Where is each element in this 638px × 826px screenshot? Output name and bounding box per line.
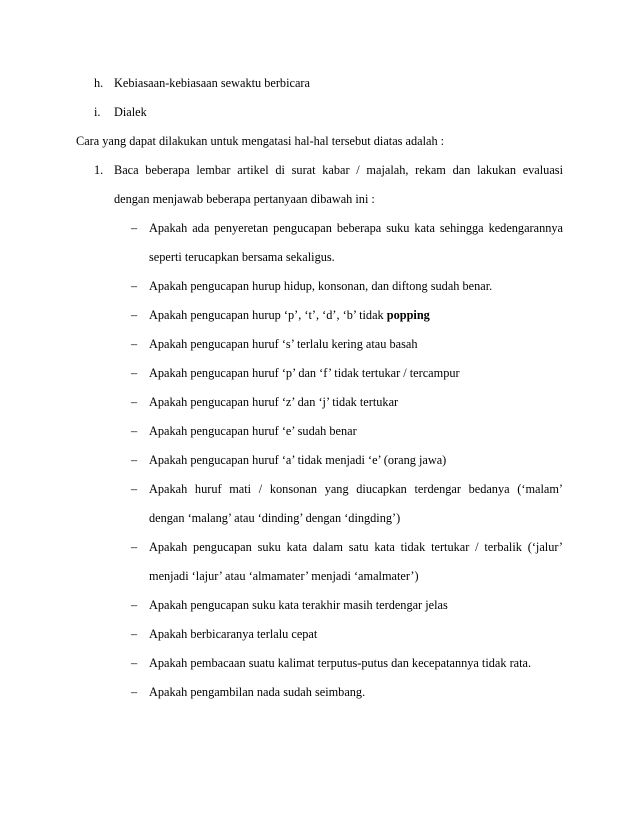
bullet-1-line-2: seperti terucapkan bersama sekaligus.	[149, 250, 335, 264]
dash-bullet: –	[131, 337, 138, 351]
intro-paragraph: Cara yang dapat dilakukan untuk mengatasi hal-hal tersebut diatas adalah :	[76, 134, 445, 148]
dash-bullet: –	[131, 598, 138, 612]
step-1-line-1: Baca beberapa lembar artikel di surat kabar / majalah, rekam dan lakukan evaluasi	[114, 163, 563, 177]
dash-bullet: –	[131, 424, 138, 438]
bullet-2: Apakah pengucapan hurup hidup, konsonan, dan diftong sudah benar.	[149, 279, 493, 293]
dash-bullet: –	[131, 366, 138, 380]
bullet-10-line-1: Apakah pengucapan suku kata dalam satu kata tidak tertukar / terbalik (‘jalur’	[149, 540, 563, 554]
bullet-3	[149, 307, 430, 323]
list-item-i: Dialek	[114, 105, 147, 119]
dash-bullet: –	[131, 685, 138, 699]
dash-bullet: –	[131, 279, 138, 293]
bullet-6: Apakah pengucapan huruf ‘z’ dan ‘j’ tidak tertukar	[149, 395, 399, 409]
bullet-3-text: Apakah pengucapan hurup ‘p’, ‘t’, ‘d’, ‘b’ tidak	[149, 308, 387, 322]
bullet-1-line-1: Apakah ada penyeretan pengucapan beberapa suku kata sehingga kedengarannya	[149, 221, 563, 235]
list-marker-h: h.	[94, 76, 104, 90]
dash-bullet: –	[131, 482, 138, 496]
dash-bullet: –	[131, 540, 138, 554]
bullet-11: Apakah pengucapan suku kata terakhir masih terdengar jelas	[149, 598, 448, 612]
step-1-line-2: dengan menjawab beberapa pertanyaan dibawah ini :	[114, 192, 375, 206]
bullet-8: Apakah pengucapan huruf ‘a’ tidak menjadi ‘e’ (orang jawa)	[149, 453, 447, 467]
bullet-7: Apakah pengucapan huruf ‘e’ sudah benar	[149, 424, 357, 438]
dash-bullet: –	[131, 308, 138, 322]
bullet-5: Apakah pengucapan huruf ‘p’ dan ‘f’ tidak tertukar / tercampur	[149, 366, 460, 380]
bullet-3-bold-term: popping	[386, 308, 430, 322]
dash-bullet: –	[131, 221, 138, 235]
bullet-13: Apakah pembacaan suatu kalimat terputus-putus dan kecepatannya tidak rata.	[149, 656, 532, 670]
bullet-14: Apakah pengambilan nada sudah seimbang.	[149, 685, 366, 699]
bullet-10-line-2: menjadi ‘lajur’ atau ‘almamater’ menjadi ‘amalmater’)	[149, 569, 419, 583]
bullet-4: Apakah pengucapan huruf ‘s’ terlalu kering atau basah	[149, 337, 418, 351]
dash-bullet: –	[131, 627, 138, 641]
step-marker-1: 1.	[94, 163, 104, 177]
dash-bullet: –	[131, 453, 138, 467]
bullet-9-line-2: dengan ‘malang’ atau ‘dinding’ dengan ‘dingding’)	[149, 511, 401, 525]
bullet-12: Apakah berbicaranya terlalu cepat	[149, 627, 318, 641]
bullet-9-line-1: Apakah huruf mati / konsonan yang diucapkan terdengar bedanya (‘malam’	[149, 482, 563, 496]
list-marker-i: i.	[94, 105, 101, 119]
dash-bullet: –	[131, 395, 138, 409]
dash-bullet: –	[131, 656, 138, 670]
list-item-h: Kebiasaan-kebiasaan sewaktu berbicara	[114, 76, 310, 90]
